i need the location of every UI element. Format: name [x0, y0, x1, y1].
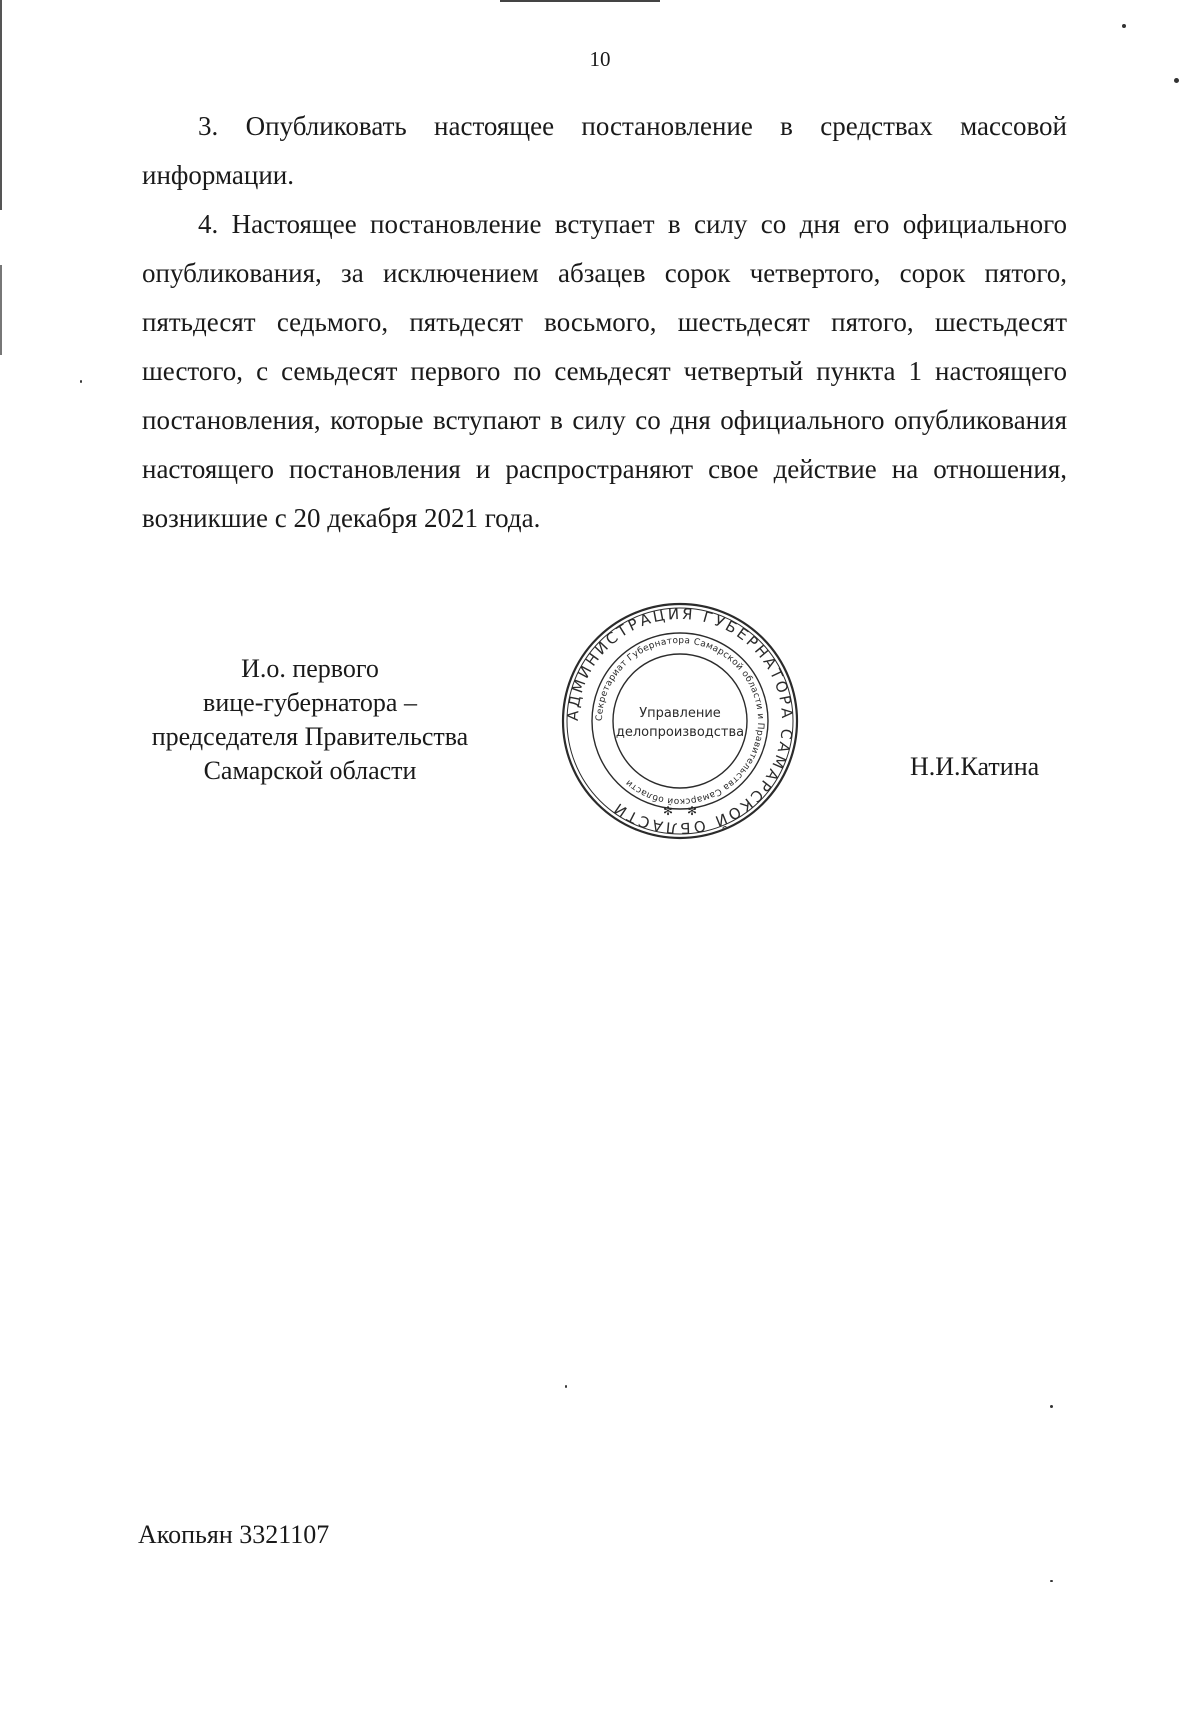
paragraph-3	[142, 102, 1067, 200]
scan-edge-mark	[500, 0, 660, 2]
scan-edge-mark	[0, 265, 2, 355]
signatory-title-line: И.о. первого	[241, 654, 379, 683]
scan-edge-mark	[0, 0, 2, 210]
scan-speck	[80, 380, 82, 383]
executor-contact: Акопьян 3321107	[138, 1520, 330, 1549]
page-number: 10	[589, 47, 611, 71]
scan-speck	[1050, 1580, 1053, 1582]
seal-star-icon: ✻	[662, 804, 674, 818]
official-seal-graphic	[560, 601, 800, 841]
signatory-title-line: Самарской области	[203, 756, 417, 785]
scan-speck	[565, 1385, 567, 1388]
scan-speck	[1050, 1405, 1053, 1408]
scan-speck	[1122, 24, 1126, 28]
signatory-title-line: вице-губернатора –	[203, 688, 417, 717]
paragraph-text: 4. Настоящее постановление вступает в силу со дня его официального опубликования, за исключением абзацев сорок четвертого, сорок пятого, пятьдесят седьмого, пятьдесят восьмого, шестьдесят пятого, шестьдесят шестого, с семьдесят первого по семьдесят четвертый пункта 1 настоящего постановления, которые вступают в силу со дня официального опубликования настоящего постановления и распространяют свое действие на отношения, возникшие с 20 декабря 2021 года.	[142, 209, 1067, 533]
paragraph-text: 3. Опубликовать настоящее постановление в средствах массовой информации.	[142, 111, 1067, 190]
signatory-name: Н.И.Катина	[910, 752, 1040, 781]
seal-middle-text: Секретариат Губернатора Самарской области и Правительства Самарской области	[594, 635, 766, 807]
paragraph-4	[142, 200, 1067, 543]
seal-center-line: делопроизводства	[615, 725, 745, 740]
seal-center-line: Управление	[639, 706, 721, 721]
scan-speck	[1174, 78, 1179, 83]
svg-text:Секретариат Губернатора Самарс	[595, 636, 765, 806]
signatory-title	[140, 652, 480, 788]
seal-star-icon: ✻	[686, 804, 698, 818]
seal-outer-text: АДМИНИСТРАЦИЯ ГУБЕРНАТОРА САМАРСКОЙ ОБЛАСТИ	[563, 604, 797, 838]
official-seal	[560, 601, 800, 841]
signatory-title-line: председателя Правительства	[151, 722, 469, 751]
